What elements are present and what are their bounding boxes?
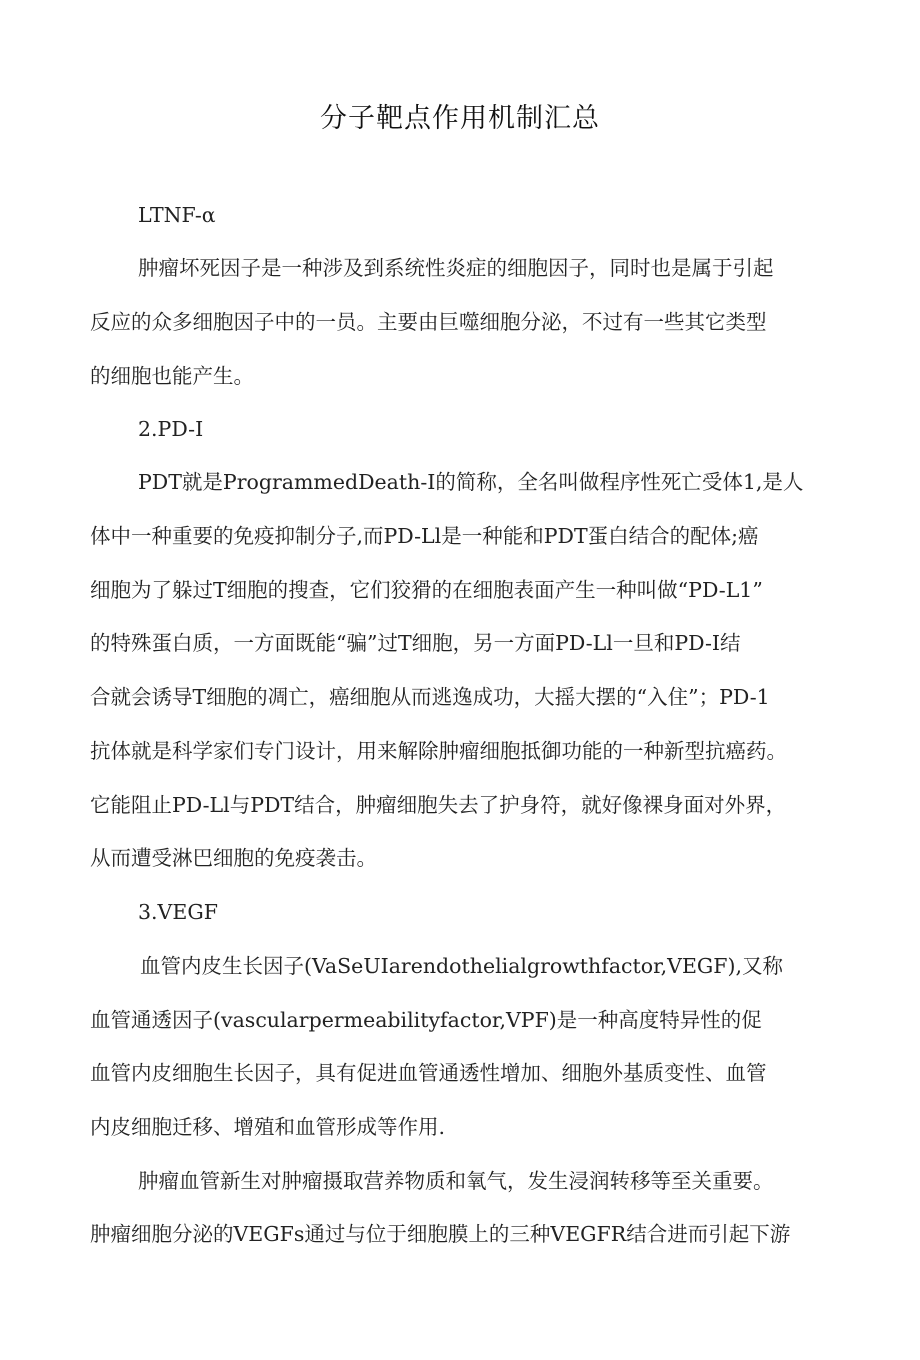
document-title: 分子靶点作用机制汇总 xyxy=(320,103,600,134)
paragraph-line: 血管通透因子(vascularpermeabilityfactor,VPF)是一种高度特异性的促 xyxy=(90,1008,762,1032)
paragraph-line: 抗体就是科学家们专门设计，用来解除肿瘤细胞抵御功能的一种新型抗癌药。 xyxy=(90,739,787,763)
paragraph-line: 肿瘤细胞分泌的VEGFs通过与位于细胞膜上的三种VEGFR结合进而引起下游 xyxy=(90,1222,791,1246)
paragraph-line: 细胞为了躲过T细胞的搜查，它们狡猾的在细胞表面产生一种叫做“PD-L1” xyxy=(90,578,763,602)
paragraph-line: 血管内皮细胞生长因子，具有促进血管通透性增加、细胞外基质变性、血管 xyxy=(90,1061,767,1085)
paragraph-line: 从而遭受淋巴细胞的免疫袭击。 xyxy=(90,846,377,870)
paragraph-line: 血管内皮生长因子(VaSeUIarendothelialgrowthfactor,VEGF),又称 xyxy=(140,954,784,978)
paragraph-line: 的细胞也能产生。 xyxy=(90,364,254,388)
paragraph-line: PDT就是ProgrammedDeath-I的简称，全名叫做程序性死亡受体1,是人 xyxy=(138,470,804,494)
section-heading-vegf: 3.VEGF xyxy=(138,900,218,924)
paragraph-line: 内皮细胞迁移、增殖和血管形成等作用. xyxy=(90,1115,446,1139)
paragraph-line: 体中一种重要的免疫抑制分子,而PD-Ll是一种能和PDT蛋白结合的配体;癌 xyxy=(90,524,759,548)
paragraph-line: 的特殊蛋白质，一方面既能“骗”过T细胞，另一方面PD-Ll一旦和PD-I结 xyxy=(90,631,741,655)
section-heading-pd1: 2.PD-I xyxy=(138,417,204,441)
section-heading-tnf: LTNF-α xyxy=(138,203,216,227)
paragraph-line: 反应的众多细胞因子中的一员。主要由巨噬细胞分泌，不过有一些其它类型 xyxy=(90,310,767,334)
paragraph-line: 肿瘤血管新生对肿瘤摄取营养物质和氧气，发生浸润转移等至关重要。 xyxy=(138,1169,774,1193)
paragraph-line: 肿瘤坏死因子是一种涉及到系统性炎症的细胞因子，同时也是属于引起 xyxy=(138,256,774,280)
paragraph-line: 它能阻止PD-Ll与PDT结合，肿瘤细胞失去了护身符，就好像裸身面对外界， xyxy=(90,793,787,817)
paragraph-line: 合就会诱导T细胞的凋亡，癌细胞从而逃逸成功，大摇大摆的“入住”；PD-1 xyxy=(90,685,770,709)
